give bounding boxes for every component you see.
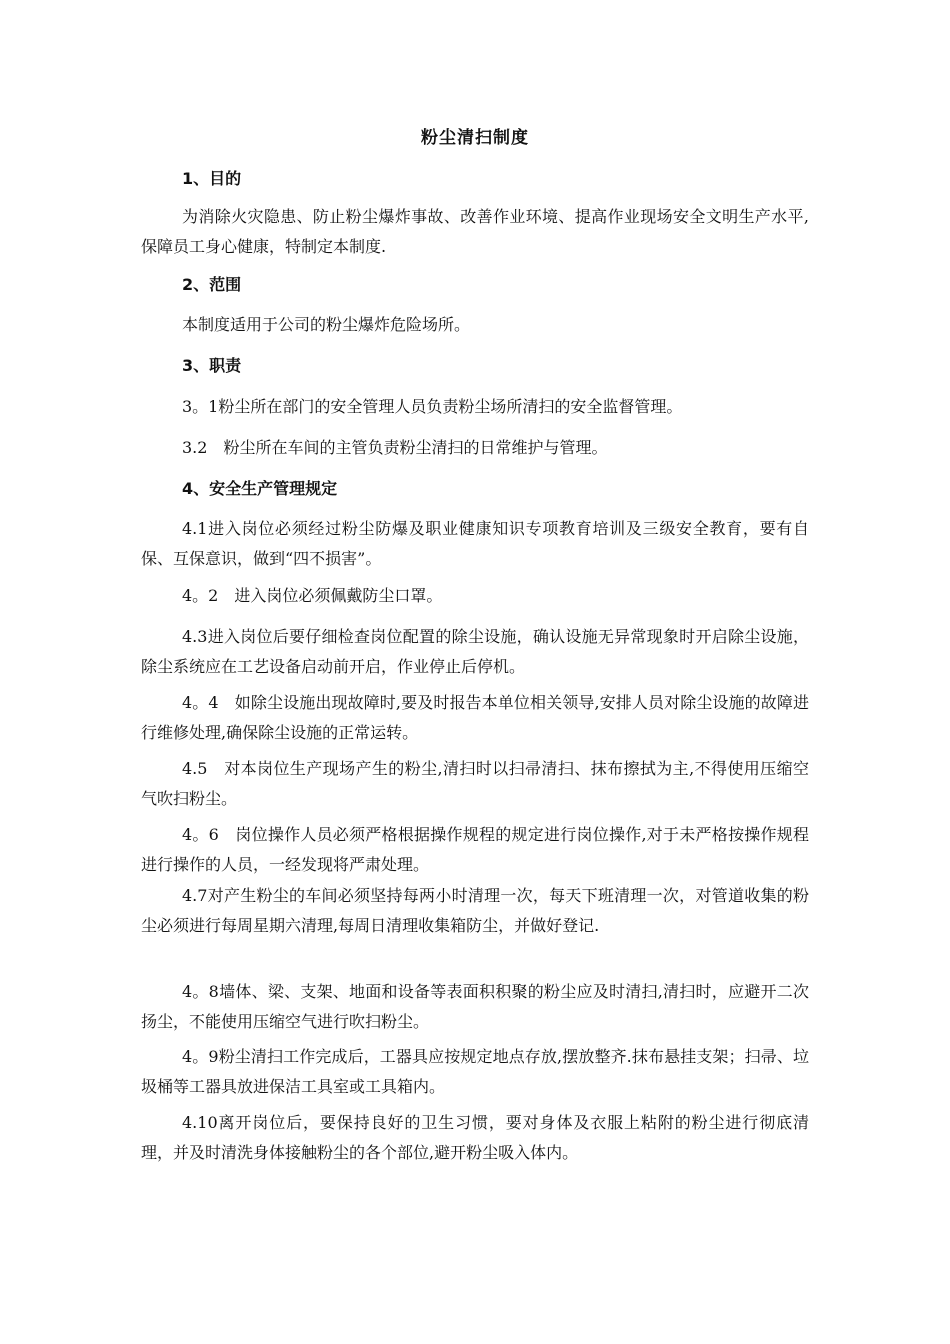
paragraph-4-9: 4。9粉尘清扫工作完成后，工器具应按规定地点存放,摆放整齐.抹布悬挂支架；扫帚、垃圾桶等工器具放进保洁工具室或工具箱内。 xyxy=(141,1047,809,1096)
section-heading-safety-rules: 4、安全生产管理规定 xyxy=(182,479,338,498)
paragraph-4-3: 4.3进入岗位后要仔细检查岗位配置的除尘设施，确认设施无异常现象时开启除尘设施，除尘系统应在工艺设备启动前开启，作业停止后停机。 xyxy=(141,627,809,676)
paragraph-4-5: 4.5 对本岗位生产现场产生的粉尘,清扫时以扫帚清扫、抹布擦拭为主,不得使用压缩空气吹扫粉尘。 xyxy=(141,759,809,808)
paragraph-4-8: 4。8墙体、梁、支架、地面和设备等表面积积聚的粉尘应及时清扫,清扫时，应避开二次扬尘，不能使用压缩空气进行吹扫粉尘。 xyxy=(141,982,809,1031)
paragraph-4-7: 4.7对产生粉尘的车间必须坚持每两小时清理一次，每天下班清理一次，对管道收集的粉尘必须进行每周星期六清理,每周日清理收集箱防尘，并做好登记. xyxy=(141,886,809,935)
paragraph-4-1: 4.1进入岗位必须经过粉尘防爆及职业健康知识专项教育培训及三级安全教育，要有自保、互保意识，做到“四不损害”。 xyxy=(141,519,809,568)
paragraph-4-2: 4。2 进入岗位必须佩戴防尘口罩。 xyxy=(182,586,443,605)
section-heading-responsibilities: 3、职责 xyxy=(182,356,242,375)
paragraph-4-4: 4。4 如除尘设施出现故障时,要及时报告本单位相关领导,安排人员对除尘设施的故障进行维修处理,确保除尘设施的正常运转。 xyxy=(141,693,809,742)
document-title: 粉尘清扫制度 xyxy=(421,128,529,148)
paragraph-4-6: 4。6 岗位操作人员必须严格根据操作规程的规定进行岗位操作,对于未严格按操作规程进行操作的人员，一经发现将严肃处理。 xyxy=(141,825,809,874)
section-heading-scope: 2、范围 xyxy=(182,275,242,294)
paragraph-purpose: 为消除火灾隐患、防止粉尘爆炸事故、改善作业环境、提高作业现场安全文明生产水平,保障员工身心健康，特制定本制度. xyxy=(141,207,809,256)
paragraph-3-1: 3。1粉尘所在部门的安全管理人员负责粉尘场所清扫的安全监督管理。 xyxy=(182,397,683,416)
paragraph-3-2: 3.2 粉尘所在车间的主管负责粉尘清扫的日常维护与管理。 xyxy=(182,438,608,457)
section-heading-purpose: 1、目的 xyxy=(182,169,242,188)
paragraph-scope: 本制度适用于公司的粉尘爆炸危险场所。 xyxy=(182,315,471,334)
paragraph-4-10: 4.10离开岗位后，要保持良好的卫生习惯，要对身体及衣服上粘附的粉尘进行彻底清理，并及时清洗身体接触粉尘的各个部位,避开粉尘吸入体内。 xyxy=(141,1113,809,1162)
